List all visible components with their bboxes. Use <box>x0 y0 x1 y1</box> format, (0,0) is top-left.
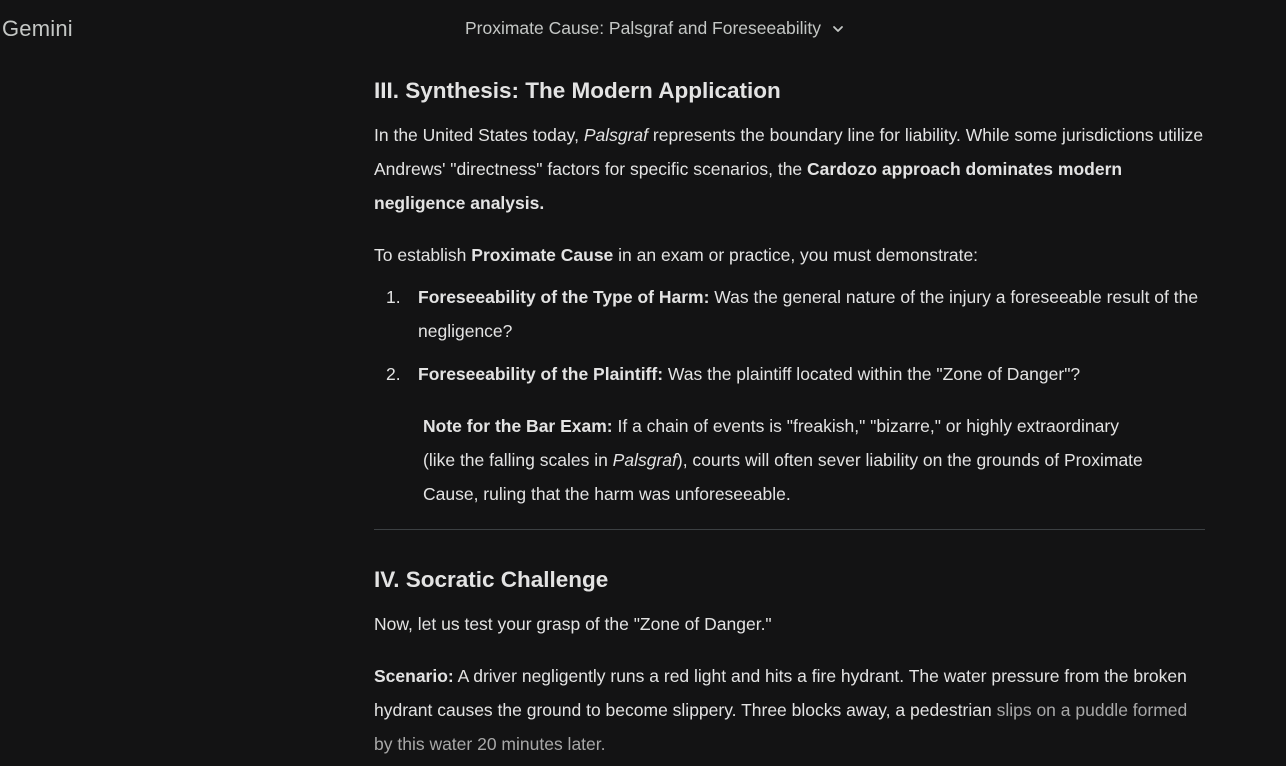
bold-text: Foreseeability of the Type of Harm: <box>418 287 710 307</box>
bold-text: Note for the Bar Exam: <box>423 416 613 436</box>
brand-logo[interactable]: Gemini <box>2 16 73 41</box>
text-run: ), courts will often sever liability on the grounds of Proximate Cause, ruling that the harm was unforeseeable. <box>423 450 1143 504</box>
list-number: 2. <box>386 364 401 384</box>
top-bar <box>0 18 1286 39</box>
bold-text: Scenario: <box>374 666 454 686</box>
italic-text: Palsgraf <box>583 125 649 145</box>
bold-text: Cardozo approach dominates modern negligence analysis. <box>374 159 1123 213</box>
text-run: To establish <box>374 245 472 265</box>
bold-text: Proximate Cause <box>471 245 614 265</box>
faded-text-run: slips on a puddle formed by this water 20 minutes later. <box>374 700 1188 754</box>
scenario-paragraph <box>374 659 1206 761</box>
list-number: 1. <box>386 287 401 307</box>
text-run: Was the plaintiff located within the "Zone of Danger"? <box>663 364 1081 384</box>
bold-text: Foreseeability of the Plaintiff: <box>418 364 664 384</box>
text-run: In the United States today, <box>374 125 584 145</box>
bar-exam-note <box>423 409 1153 511</box>
conversation-title: Proximate Cause: Palsgraf and Foreseeability <box>464 18 821 38</box>
text-run: Was the general nature of the injury a foreseeable result of the negligence? <box>418 287 1199 341</box>
text-run: A driver negligently runs a red light and hits a fire hydrant. The water pressure from the broken hydrant causes the ground to become slippery. Three blocks away, a pedestrian <box>374 666 1187 720</box>
italic-text: Palsgraf <box>612 450 677 470</box>
chevron-down-icon <box>831 22 845 36</box>
synthesis-paragraph <box>374 118 1206 220</box>
section-divider <box>374 529 1205 530</box>
text-run: If a chain of events is "freakish," "bizarre," or highly extraordinary (like the falling scales in <box>423 416 1119 470</box>
challenge-intro-paragraph: Now, let us test your grasp of the "Zone of Danger." <box>374 614 772 634</box>
text-run: represents the boundary line for liability. While some jurisdictions utilize Andrews' "directness" factors for specific scenarios, the <box>374 125 1204 179</box>
conversation-title-button[interactable] <box>465 18 845 39</box>
response-content <box>374 72 1206 761</box>
text-run: in an exam or practice, you must demonstrate: <box>613 245 979 265</box>
list-item <box>374 357 1206 391</box>
establish-paragraph <box>374 238 1206 272</box>
section-heading-synthesis: III. Synthesis: The Modern Application <box>374 78 781 103</box>
list-item <box>374 280 1206 348</box>
section-heading-socratic: IV. Socratic Challenge <box>374 567 609 592</box>
requirements-list <box>374 280 1206 391</box>
